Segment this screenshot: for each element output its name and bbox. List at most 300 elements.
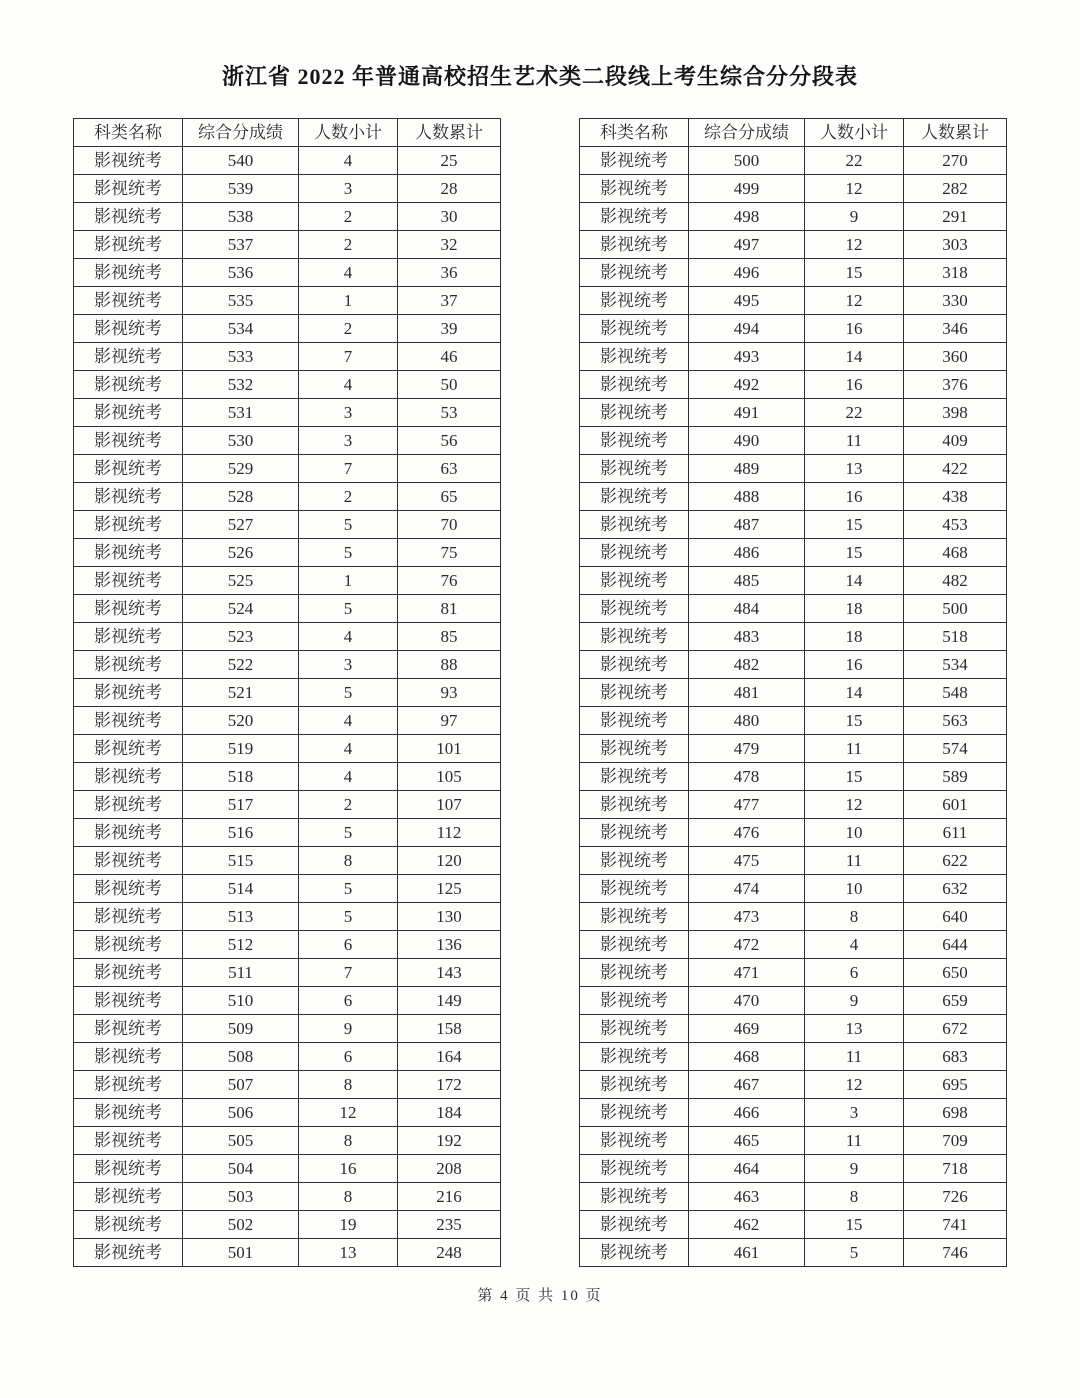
- count-cell: 1: [299, 287, 398, 315]
- score-cell: 481: [689, 679, 805, 707]
- cumulative-cell: 398: [904, 399, 1007, 427]
- score-cell: 484: [689, 595, 805, 623]
- category-cell: 影视统考: [74, 539, 183, 567]
- cumulative-cell: 25: [398, 147, 501, 175]
- table-row: [74, 399, 501, 427]
- count-cell: 5: [299, 875, 398, 903]
- count-cell: 6: [299, 1043, 398, 1071]
- table-row: [74, 903, 501, 931]
- count-cell: 9: [805, 987, 904, 1015]
- count-cell: 4: [299, 707, 398, 735]
- page-footer: 第 4 页 共 10 页: [477, 1288, 603, 1304]
- cumulative-cell: 698: [904, 1099, 1007, 1127]
- table-row: [580, 427, 1007, 455]
- table-row: [580, 1099, 1007, 1127]
- category-cell: 影视统考: [74, 1127, 183, 1155]
- category-cell: 影视统考: [74, 399, 183, 427]
- table-row: [74, 763, 501, 791]
- category-cell: 影视统考: [74, 763, 183, 791]
- count-cell: 13: [299, 1239, 398, 1267]
- table-row: [74, 455, 501, 483]
- category-cell: 影视统考: [580, 1071, 689, 1099]
- col-header-cumulative: 人数累计: [904, 119, 1007, 147]
- count-cell: 5: [299, 679, 398, 707]
- col-header-count: 人数小计: [299, 119, 398, 147]
- category-cell: 影视统考: [74, 847, 183, 875]
- table-row: [74, 819, 501, 847]
- cumulative-cell: 632: [904, 875, 1007, 903]
- score-cell: 483: [689, 623, 805, 651]
- cumulative-cell: 30: [398, 203, 501, 231]
- cumulative-cell: 172: [398, 1071, 501, 1099]
- table-row: [580, 175, 1007, 203]
- count-cell: 5: [299, 595, 398, 623]
- table-row: [580, 819, 1007, 847]
- cumulative-cell: 36: [398, 259, 501, 287]
- category-cell: 影视统考: [74, 511, 183, 539]
- col-header-category: 科类名称: [74, 119, 183, 147]
- score-cell: 487: [689, 511, 805, 539]
- category-cell: 影视统考: [580, 147, 689, 175]
- table-row: [74, 931, 501, 959]
- table-row: [580, 959, 1007, 987]
- count-cell: 12: [805, 231, 904, 259]
- cumulative-cell: 28: [398, 175, 501, 203]
- count-cell: 5: [299, 539, 398, 567]
- table-row: [580, 707, 1007, 735]
- category-cell: 影视统考: [580, 847, 689, 875]
- count-cell: 11: [805, 847, 904, 875]
- score-cell: 518: [183, 763, 299, 791]
- count-cell: 14: [805, 343, 904, 371]
- score-cell: 516: [183, 819, 299, 847]
- cumulative-cell: 50: [398, 371, 501, 399]
- table-row: [580, 1127, 1007, 1155]
- table-row: [580, 623, 1007, 651]
- count-cell: 4: [299, 371, 398, 399]
- score-cell: 476: [689, 819, 805, 847]
- category-cell: 影视统考: [580, 1155, 689, 1183]
- count-cell: 5: [299, 511, 398, 539]
- table-row: [74, 175, 501, 203]
- cumulative-cell: 56: [398, 427, 501, 455]
- cumulative-cell: 149: [398, 987, 501, 1015]
- category-cell: 影视统考: [74, 819, 183, 847]
- score-cell: 502: [183, 1211, 299, 1239]
- table-row: [580, 231, 1007, 259]
- category-cell: 影视统考: [580, 1127, 689, 1155]
- category-cell: 影视统考: [74, 1071, 183, 1099]
- category-cell: 影视统考: [580, 231, 689, 259]
- category-cell: 影视统考: [580, 1211, 689, 1239]
- count-cell: 16: [299, 1155, 398, 1183]
- score-cell: 500: [689, 147, 805, 175]
- cumulative-cell: 318: [904, 259, 1007, 287]
- table-row: [580, 791, 1007, 819]
- table-row: [74, 287, 501, 315]
- count-cell: 16: [805, 483, 904, 511]
- category-cell: 影视统考: [580, 651, 689, 679]
- category-cell: 影视统考: [74, 735, 183, 763]
- table-row: [74, 1239, 501, 1267]
- col-header-cumulative: 人数累计: [398, 119, 501, 147]
- score-cell: 509: [183, 1015, 299, 1043]
- count-cell: 9: [805, 203, 904, 231]
- score-cell: 475: [689, 847, 805, 875]
- score-cell: 511: [183, 959, 299, 987]
- cumulative-cell: 85: [398, 623, 501, 651]
- score-cell: 540: [183, 147, 299, 175]
- category-cell: 影视统考: [580, 175, 689, 203]
- score-cell: 494: [689, 315, 805, 343]
- cumulative-cell: 422: [904, 455, 1007, 483]
- category-cell: 影视统考: [580, 1015, 689, 1043]
- table-row: [74, 1071, 501, 1099]
- score-cell: 536: [183, 259, 299, 287]
- count-cell: 15: [805, 511, 904, 539]
- header-row: [74, 119, 501, 147]
- score-cell: 490: [689, 427, 805, 455]
- col-header-score: 综合分成绩: [183, 119, 299, 147]
- category-cell: 影视统考: [74, 1183, 183, 1211]
- table-row: [74, 1183, 501, 1211]
- count-cell: 12: [805, 1071, 904, 1099]
- cumulative-cell: 718: [904, 1155, 1007, 1183]
- cumulative-cell: 120: [398, 847, 501, 875]
- category-cell: 影视统考: [74, 455, 183, 483]
- count-cell: 9: [805, 1155, 904, 1183]
- table-row: [74, 735, 501, 763]
- score-cell: 522: [183, 651, 299, 679]
- category-cell: 影视统考: [74, 147, 183, 175]
- count-cell: 3: [299, 175, 398, 203]
- table-row: [74, 847, 501, 875]
- category-cell: 影视统考: [580, 483, 689, 511]
- score-cell: 529: [183, 455, 299, 483]
- cumulative-cell: 589: [904, 763, 1007, 791]
- cumulative-cell: 659: [904, 987, 1007, 1015]
- table-row: [580, 203, 1007, 231]
- score-cell: 473: [689, 903, 805, 931]
- cumulative-cell: 130: [398, 903, 501, 931]
- table-row: [74, 427, 501, 455]
- category-cell: 影视统考: [580, 959, 689, 987]
- table-row: [580, 1211, 1007, 1239]
- category-cell: 影视统考: [580, 287, 689, 315]
- cumulative-cell: 164: [398, 1043, 501, 1071]
- score-cell: 488: [689, 483, 805, 511]
- cumulative-cell: 360: [904, 343, 1007, 371]
- score-cell: 477: [689, 791, 805, 819]
- table-row: [580, 1239, 1007, 1267]
- count-cell: 3: [805, 1099, 904, 1127]
- count-cell: 13: [805, 455, 904, 483]
- count-cell: 15: [805, 707, 904, 735]
- cumulative-cell: 303: [904, 231, 1007, 259]
- count-cell: 5: [805, 1239, 904, 1267]
- category-cell: 影视统考: [74, 875, 183, 903]
- cumulative-cell: 46: [398, 343, 501, 371]
- count-cell: 6: [299, 931, 398, 959]
- score-cell: 491: [689, 399, 805, 427]
- count-cell: 4: [299, 623, 398, 651]
- category-cell: 影视统考: [74, 1239, 183, 1267]
- count-cell: 7: [299, 343, 398, 371]
- header-row: [580, 119, 1007, 147]
- table-row: [580, 455, 1007, 483]
- cumulative-cell: 672: [904, 1015, 1007, 1043]
- table-row: [74, 679, 501, 707]
- table-row: [580, 1015, 1007, 1043]
- table-body: [580, 147, 1007, 1267]
- count-cell: 6: [299, 987, 398, 1015]
- count-cell: 5: [299, 819, 398, 847]
- count-cell: 3: [299, 399, 398, 427]
- cumulative-cell: 93: [398, 679, 501, 707]
- cumulative-cell: 282: [904, 175, 1007, 203]
- score-cell: 538: [183, 203, 299, 231]
- score-cell: 521: [183, 679, 299, 707]
- count-cell: 8: [299, 1127, 398, 1155]
- score-cell: 470: [689, 987, 805, 1015]
- score-cell: 503: [183, 1183, 299, 1211]
- score-cell: 507: [183, 1071, 299, 1099]
- count-cell: 12: [805, 175, 904, 203]
- cumulative-cell: 81: [398, 595, 501, 623]
- category-cell: 影视统考: [74, 287, 183, 315]
- cumulative-cell: 482: [904, 567, 1007, 595]
- count-cell: 7: [299, 959, 398, 987]
- count-cell: 9: [299, 1015, 398, 1043]
- cumulative-cell: 683: [904, 1043, 1007, 1071]
- count-cell: 12: [805, 791, 904, 819]
- category-cell: 影视统考: [74, 483, 183, 511]
- count-cell: 22: [805, 147, 904, 175]
- table-row: [580, 847, 1007, 875]
- score-cell: 478: [689, 763, 805, 791]
- category-cell: 影视统考: [580, 679, 689, 707]
- category-cell: 影视统考: [580, 259, 689, 287]
- count-cell: 6: [805, 959, 904, 987]
- score-cell: 535: [183, 287, 299, 315]
- category-cell: 影视统考: [580, 595, 689, 623]
- category-cell: 影视统考: [74, 427, 183, 455]
- count-cell: 11: [805, 427, 904, 455]
- cumulative-cell: 468: [904, 539, 1007, 567]
- cumulative-cell: 534: [904, 651, 1007, 679]
- category-cell: 影视统考: [580, 763, 689, 791]
- category-cell: 影视统考: [74, 931, 183, 959]
- page-title: 浙江省 2022 年普通高校招生艺术类二段线上考生综合分分段表: [221, 64, 858, 89]
- category-cell: 影视统考: [580, 343, 689, 371]
- category-cell: 影视统考: [580, 1183, 689, 1211]
- score-cell: 519: [183, 735, 299, 763]
- score-cell: 479: [689, 735, 805, 763]
- table-row: [74, 371, 501, 399]
- category-cell: 影视统考: [580, 1043, 689, 1071]
- cumulative-cell: 640: [904, 903, 1007, 931]
- table-row: [74, 343, 501, 371]
- category-cell: 影视统考: [74, 259, 183, 287]
- count-cell: 3: [299, 427, 398, 455]
- table-row: [580, 735, 1007, 763]
- category-cell: 影视统考: [580, 707, 689, 735]
- col-header-score: 综合分成绩: [689, 119, 805, 147]
- count-cell: 4: [299, 259, 398, 287]
- cumulative-cell: 746: [904, 1239, 1007, 1267]
- cumulative-cell: 143: [398, 959, 501, 987]
- score-cell: 512: [183, 931, 299, 959]
- score-cell: 482: [689, 651, 805, 679]
- table-row: [580, 595, 1007, 623]
- table-row: [74, 315, 501, 343]
- table-row: [74, 231, 501, 259]
- table-row: [580, 1043, 1007, 1071]
- score-cell: 531: [183, 399, 299, 427]
- cumulative-cell: 741: [904, 1211, 1007, 1239]
- table-row: [580, 651, 1007, 679]
- count-cell: 8: [299, 1071, 398, 1099]
- cumulative-cell: 107: [398, 791, 501, 819]
- category-cell: 影视统考: [74, 203, 183, 231]
- score-cell: 469: [689, 1015, 805, 1043]
- table-row: [74, 259, 501, 287]
- table-row: [580, 343, 1007, 371]
- table-row: [580, 539, 1007, 567]
- cumulative-cell: 136: [398, 931, 501, 959]
- category-cell: 影视统考: [580, 539, 689, 567]
- category-cell: 影视统考: [580, 791, 689, 819]
- category-cell: 影视统考: [74, 791, 183, 819]
- category-cell: 影视统考: [580, 371, 689, 399]
- table-row: [580, 903, 1007, 931]
- count-cell: 8: [805, 1183, 904, 1211]
- score-cell: 526: [183, 539, 299, 567]
- score-cell: 504: [183, 1155, 299, 1183]
- count-cell: 4: [805, 931, 904, 959]
- category-cell: 影视统考: [74, 315, 183, 343]
- count-cell: 8: [299, 1183, 398, 1211]
- cumulative-cell: 112: [398, 819, 501, 847]
- table-row: [580, 931, 1007, 959]
- cumulative-cell: 235: [398, 1211, 501, 1239]
- score-cell: 514: [183, 875, 299, 903]
- table-row: [74, 791, 501, 819]
- score-cell: 533: [183, 343, 299, 371]
- count-cell: 11: [805, 735, 904, 763]
- table-row: [74, 1211, 501, 1239]
- score-cell: 461: [689, 1239, 805, 1267]
- count-cell: 1: [299, 567, 398, 595]
- table-row: [580, 315, 1007, 343]
- score-table-left: [73, 118, 501, 1267]
- score-cell: 523: [183, 623, 299, 651]
- count-cell: 2: [299, 791, 398, 819]
- cumulative-cell: 563: [904, 707, 1007, 735]
- category-cell: 影视统考: [74, 175, 183, 203]
- count-cell: 18: [805, 623, 904, 651]
- score-cell: 530: [183, 427, 299, 455]
- table-row: [74, 1099, 501, 1127]
- cumulative-cell: 216: [398, 1183, 501, 1211]
- score-cell: 508: [183, 1043, 299, 1071]
- cumulative-cell: 548: [904, 679, 1007, 707]
- table-row: [580, 259, 1007, 287]
- table-row: [580, 1183, 1007, 1211]
- count-cell: 16: [805, 371, 904, 399]
- cumulative-cell: 518: [904, 623, 1007, 651]
- cumulative-cell: 611: [904, 819, 1007, 847]
- cumulative-cell: 125: [398, 875, 501, 903]
- count-cell: 13: [805, 1015, 904, 1043]
- category-cell: 影视统考: [580, 567, 689, 595]
- count-cell: 16: [805, 651, 904, 679]
- category-cell: 影视统考: [580, 427, 689, 455]
- category-cell: 影视统考: [74, 1155, 183, 1183]
- category-cell: 影视统考: [580, 315, 689, 343]
- category-cell: 影视统考: [580, 1239, 689, 1267]
- category-cell: 影视统考: [74, 651, 183, 679]
- score-cell: 463: [689, 1183, 805, 1211]
- table-row: [74, 483, 501, 511]
- cumulative-cell: 88: [398, 651, 501, 679]
- score-cell: 510: [183, 987, 299, 1015]
- cumulative-cell: 622: [904, 847, 1007, 875]
- score-cell: 485: [689, 567, 805, 595]
- score-cell: 527: [183, 511, 299, 539]
- table-row: [74, 1043, 501, 1071]
- cumulative-cell: 192: [398, 1127, 501, 1155]
- score-cell: 524: [183, 595, 299, 623]
- cumulative-cell: 376: [904, 371, 1007, 399]
- score-cell: 498: [689, 203, 805, 231]
- table-row: [74, 959, 501, 987]
- table-row: [580, 763, 1007, 791]
- category-cell: 影视统考: [580, 399, 689, 427]
- score-cell: 506: [183, 1099, 299, 1127]
- count-cell: 10: [805, 819, 904, 847]
- category-cell: 影视统考: [580, 623, 689, 651]
- table-row: [580, 399, 1007, 427]
- cumulative-cell: 37: [398, 287, 501, 315]
- category-cell: 影视统考: [74, 1015, 183, 1043]
- tables-container: [0, 118, 1080, 1267]
- cumulative-cell: 101: [398, 735, 501, 763]
- category-cell: 影视统考: [74, 1043, 183, 1071]
- table-row: [74, 567, 501, 595]
- category-cell: 影视统考: [74, 567, 183, 595]
- cumulative-cell: 70: [398, 511, 501, 539]
- cumulative-cell: 695: [904, 1071, 1007, 1099]
- score-cell: 472: [689, 931, 805, 959]
- category-cell: 影视统考: [580, 987, 689, 1015]
- table-row: [74, 1127, 501, 1155]
- table-row: [580, 679, 1007, 707]
- score-cell: 492: [689, 371, 805, 399]
- cumulative-cell: 650: [904, 959, 1007, 987]
- table-row: [74, 707, 501, 735]
- count-cell: 14: [805, 679, 904, 707]
- category-cell: 影视统考: [580, 903, 689, 931]
- score-cell: 466: [689, 1099, 805, 1127]
- cumulative-cell: 409: [904, 427, 1007, 455]
- score-cell: 499: [689, 175, 805, 203]
- count-cell: 15: [805, 539, 904, 567]
- cumulative-cell: 105: [398, 763, 501, 791]
- table-row: [74, 511, 501, 539]
- cumulative-cell: 270: [904, 147, 1007, 175]
- score-cell: 495: [689, 287, 805, 315]
